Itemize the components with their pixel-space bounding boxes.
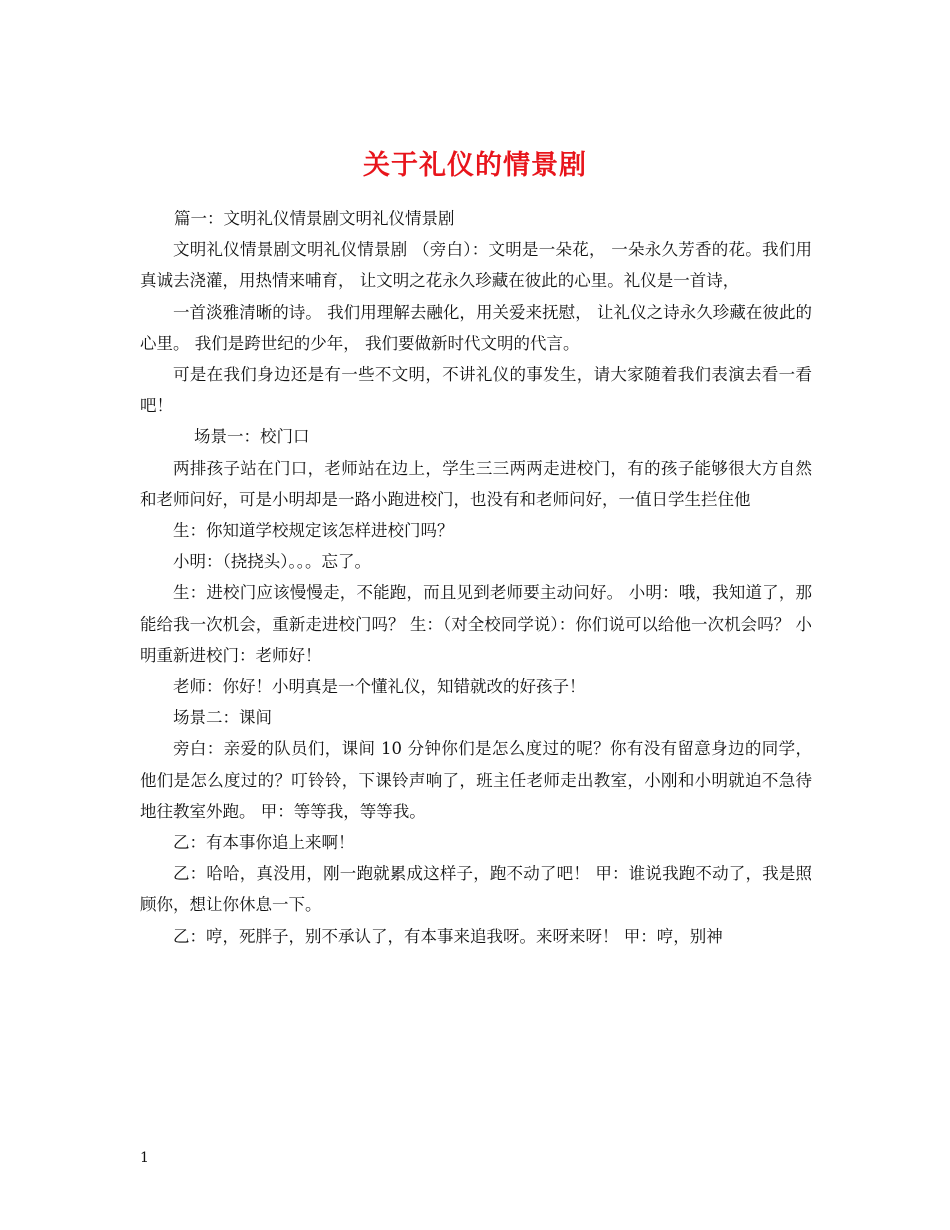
paragraph: 两排孩子站在门口，老师站在边上，学生三三两两走进校门，有的孩子能够很大方自然和老师问好，可是小明却是一路小跑进校门，也没有和老师问好，一值日学生拦住他 [140,458,812,509]
paragraph: 可是在我们身边还是有一些不文明，不讲礼仪的事发生，请大家随着我们表演去看一看吧！ [140,365,812,416]
dialogue-line: 小明：（挠挠头）。。。忘了。 [173,552,371,572]
dialogue-line: 老师：你好！小明真是一个懂礼仪，知错就改的好孩子！ [173,677,586,697]
dialogue-line: 乙：哈哈，真没用，刚一跑就累成这样子，跑不动了吧！ 甲：谁说我跑不动了，我是照顾你，想让你休息一下。 [140,864,812,915]
scene-heading: 场景一：校门口 [194,427,310,447]
document-body [140,203,812,952]
dialogue-line: 乙：有本事你追上来啊！ [173,833,355,853]
document-title: 关于礼仪的情景剧 [363,150,587,182]
scene-heading: 场景二：课间 [173,708,272,728]
dialogue-line: 生：你知道学校规定该怎样进校门吗？ [173,521,454,541]
section-heading: 篇一：文明礼仪情景剧文明礼仪情景剧 [174,209,455,228]
paragraph: 文明礼仪情景剧文明礼仪情景剧 （旁白）：文明是一朵花， 一朵永久芳香的花。我们用真诚去浇灌，用热情来哺育， 让文明之花永久珍藏在彼此的心里。礼仪是一首诗， [140,240,812,291]
paragraph: 旁白：亲爱的队员们，课间 10 分钟你们是怎么度过的呢？你有没有留意身边的同学，他们是怎么度过的？叮铃铃，下课铃声响了，班主任老师走出教室，小刚和小明就迫不急待地往教室外跑。 甲：等等我，等等我。 [140,739,812,821]
dialogue-line: 生：进校门应该慢慢走，不能跑，而且见到老师要主动问好。 小明：哦，我知道了，那能给我一次机会，重新走进校门吗？ 生：（对全校同学说）：你们说可以给他一次机会吗？ 小明重新进校门：老师好！ [140,583,812,665]
dialogue-line: 乙：哼，死胖子，别不承认了，有本事来追我呀。来呀来呀！ 甲：哼，别神 [173,926,723,946]
paragraph: 一首淡雅清晰的诗。 我们用理解去融化，用关爱来抚慰， 让礼仪之诗永久珍藏在彼此的心里。 我们是跨世纪的少年， 我们要做新时代文明的代言。 [140,302,812,353]
page-number: 1 [140,1150,149,1166]
